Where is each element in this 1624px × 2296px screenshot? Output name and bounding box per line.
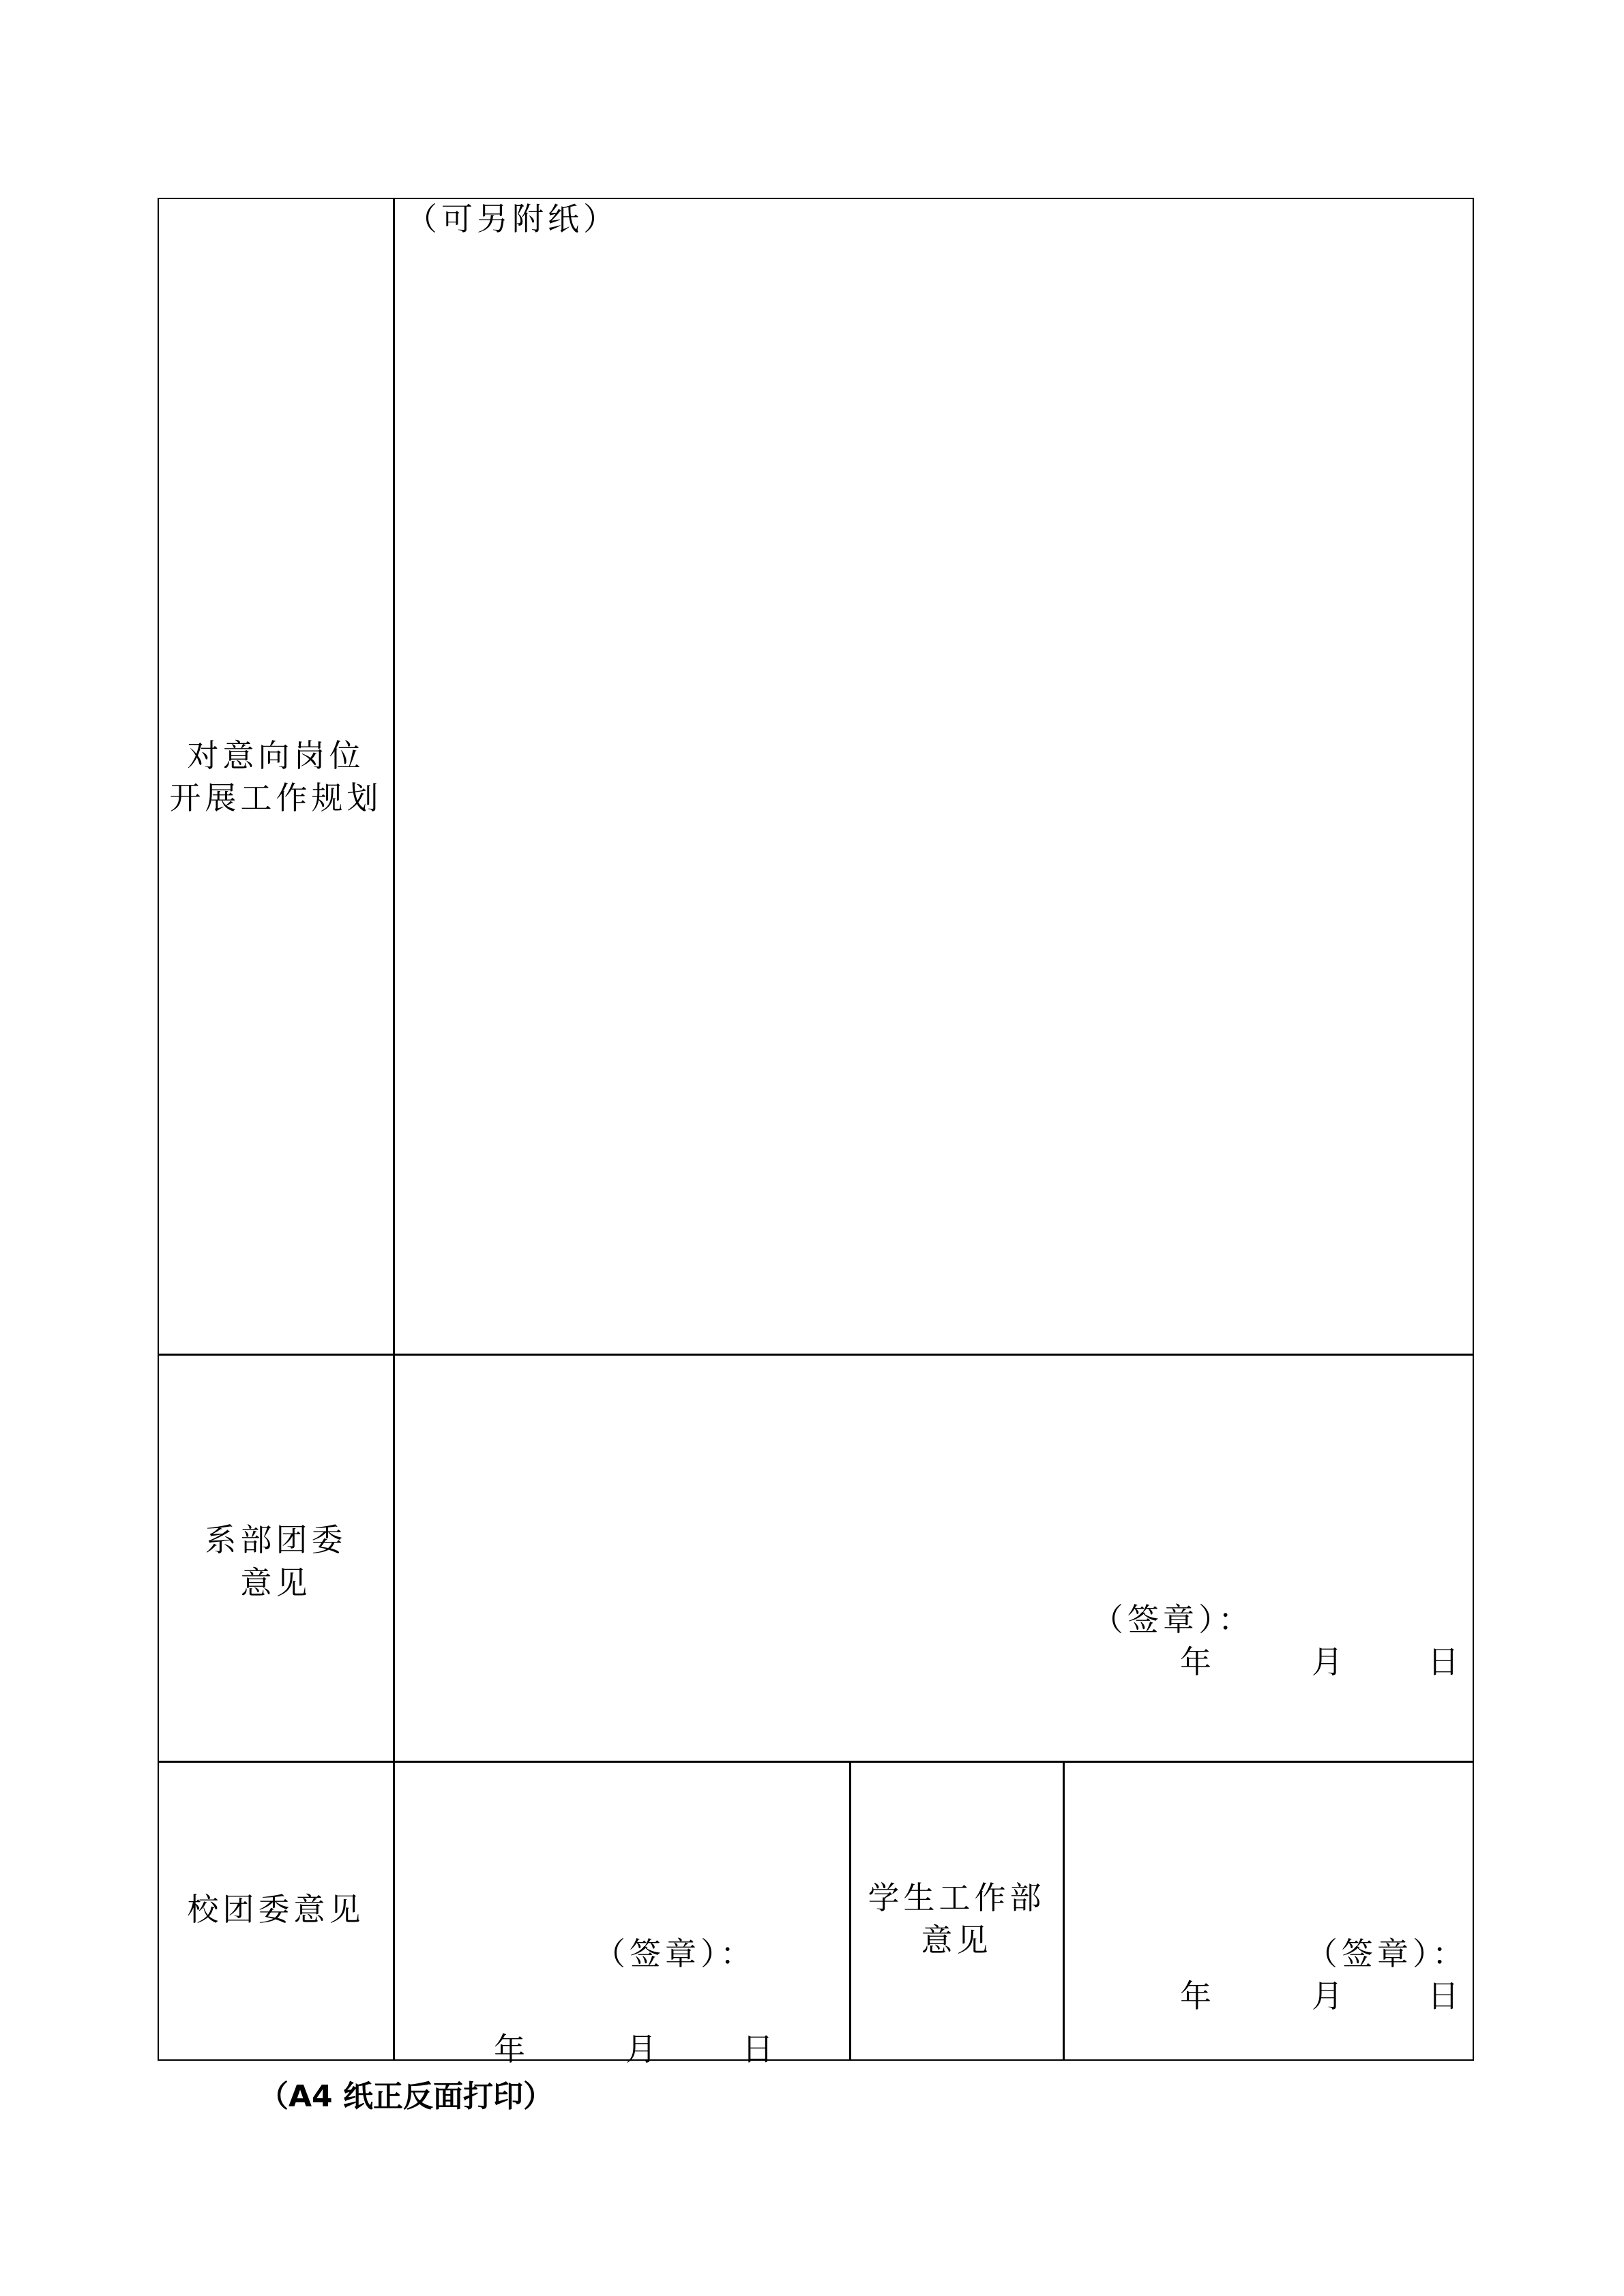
plan-label-line2: 开展工作规划	[169, 779, 383, 816]
student-affairs-month-label: 月	[1312, 1978, 1347, 2014]
student-affairs-seal-label: （签章）：	[1306, 1935, 1468, 1972]
dept-label-line1: 系部团委	[205, 1521, 347, 1558]
form-table	[158, 198, 1474, 2068]
dept-month-label: 月	[1312, 1643, 1347, 1680]
column-divider	[1063, 1761, 1065, 2059]
school-month-label: 月	[625, 2031, 661, 2068]
print-note: （A4 纸正反面打印）	[259, 2079, 553, 2114]
row-divider	[159, 1761, 1473, 1763]
school-day-label: 日	[742, 2031, 778, 2068]
school-seal-label: （签章）：	[594, 1935, 756, 1972]
plan-content-area[interactable]	[395, 247, 1471, 1352]
dept-label-line2: 意见	[240, 1564, 312, 1601]
student-affairs-label-line2: 意见	[921, 1922, 992, 1958]
dept-year-label: 年	[1180, 1643, 1215, 1680]
attach-note: （可另附纸）	[406, 200, 619, 237]
student-affairs-label-line1: 学生工作部	[868, 1879, 1046, 1916]
dept-day-label: 日	[1428, 1643, 1463, 1680]
school-label: 校团委意见	[187, 1891, 365, 1928]
student-affairs-year-label: 年	[1180, 1978, 1215, 2014]
student-affairs-day-label: 日	[1428, 1978, 1463, 2014]
row-divider	[159, 1354, 1473, 1356]
dept-seal-label: （签章）：	[1092, 1601, 1254, 1638]
school-year-label: 年	[494, 2031, 529, 2068]
plan-label-line1: 对意向岗位	[187, 737, 365, 774]
